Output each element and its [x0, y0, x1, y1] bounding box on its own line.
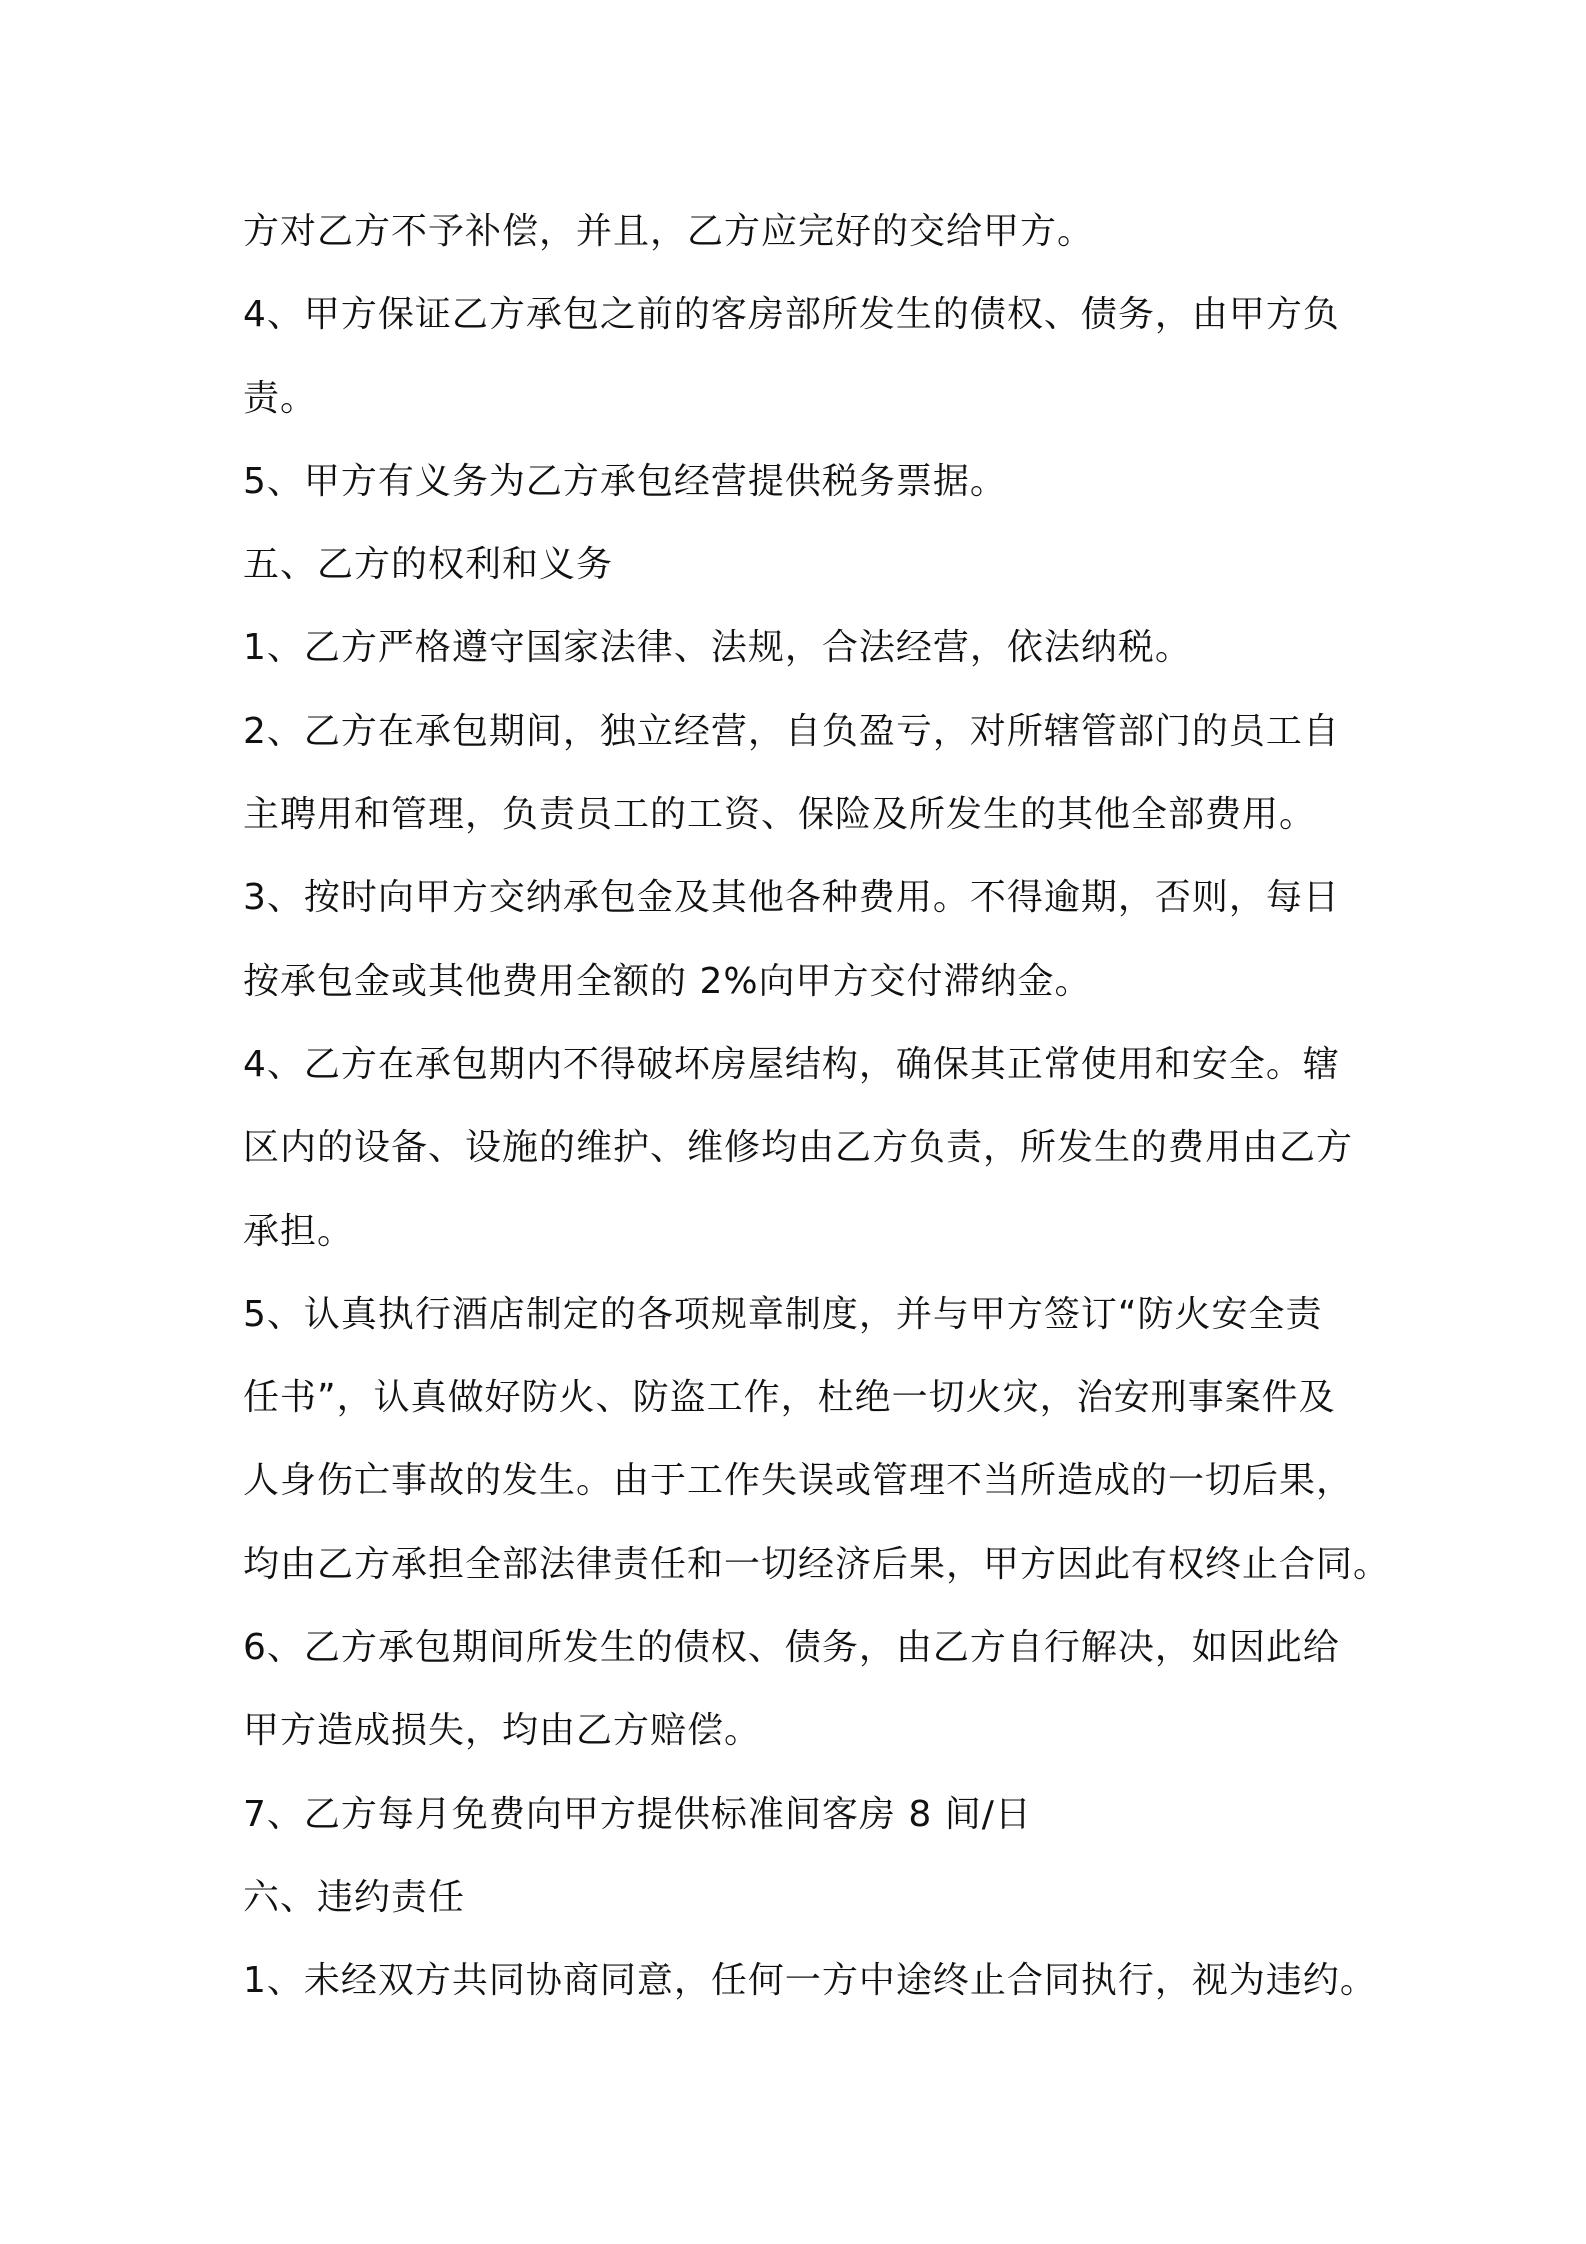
text-line: 2、乙方在承包期间，独立经营，自负盈亏，对所辖管部门的员工自 — [243, 710, 1340, 752]
document-body — [243, 190, 1391, 2023]
text-line: 4、甲方保证乙方承包之前的客房部所发生的债权、债务，由甲方负 — [243, 294, 1340, 336]
text-line: 承担。 — [243, 1210, 355, 1252]
text-line: 6、乙方承包期间所发生的债权、债务，由乙方自行解决，如因此给 — [243, 1627, 1340, 1669]
text-line: 按承包金或其他费用全额的 2%向甲方交付滞纳金。 — [243, 960, 1092, 1002]
text-line: 4、乙方在承包期内不得破坏房屋结构，确保其正常使用和安全。辖 — [243, 1043, 1340, 1085]
text-line: 1、未经双方共同协商同意，任何一方中途终止合同执行，视为违约。 — [243, 1960, 1377, 2002]
text-line: 主聘用和管理，负责员工的工资、保险及所发生的其他全部费用。 — [243, 794, 1317, 836]
text-line: 5、甲方有义务为乙方承包经营提供税务票据。 — [243, 460, 1007, 502]
section-heading: 六、违约责任 — [243, 1876, 466, 1918]
text-line: 3、按时向甲方交纳承包金及其他各种费用。不得逾期，否则，每日 — [243, 877, 1340, 919]
text-line: 区内的设备、设施的维护、维修均由乙方负责，所发生的费用由乙方 — [243, 1127, 1354, 1169]
text-line: 方对乙方不予补偿，并且，乙方应完好的交给甲方。 — [243, 211, 1095, 252]
text-line: 人身伤亡事故的发生。由于工作失误或管理不当所造成的一切后果， — [243, 1460, 1354, 1502]
text-line: 责。 — [243, 377, 318, 419]
text-line: 任书”，认真做好防火、防盗工作，杜绝一切火灾，治安刑事案件及 — [243, 1377, 1336, 1419]
text-line: 1、乙方严格遵守国家法律、法规，合法经营，依法纳税。 — [243, 627, 1192, 669]
text-line: 7、乙方每月免费向甲方提供标准间客房 8 间/日 — [243, 1793, 1032, 1835]
text-line: 5、认真执行酒店制定的各项规章制度，并与甲方签订“防火安全责 — [243, 1293, 1323, 1335]
section-heading: 五、乙方的权利和义务 — [243, 544, 614, 586]
text-line: 甲方造成损失，均由乙方赔偿。 — [243, 1710, 762, 1752]
text-line: 均由乙方承担全部法律责任和一切经济后果，甲方因此有权终止合同。 — [243, 1543, 1391, 1585]
